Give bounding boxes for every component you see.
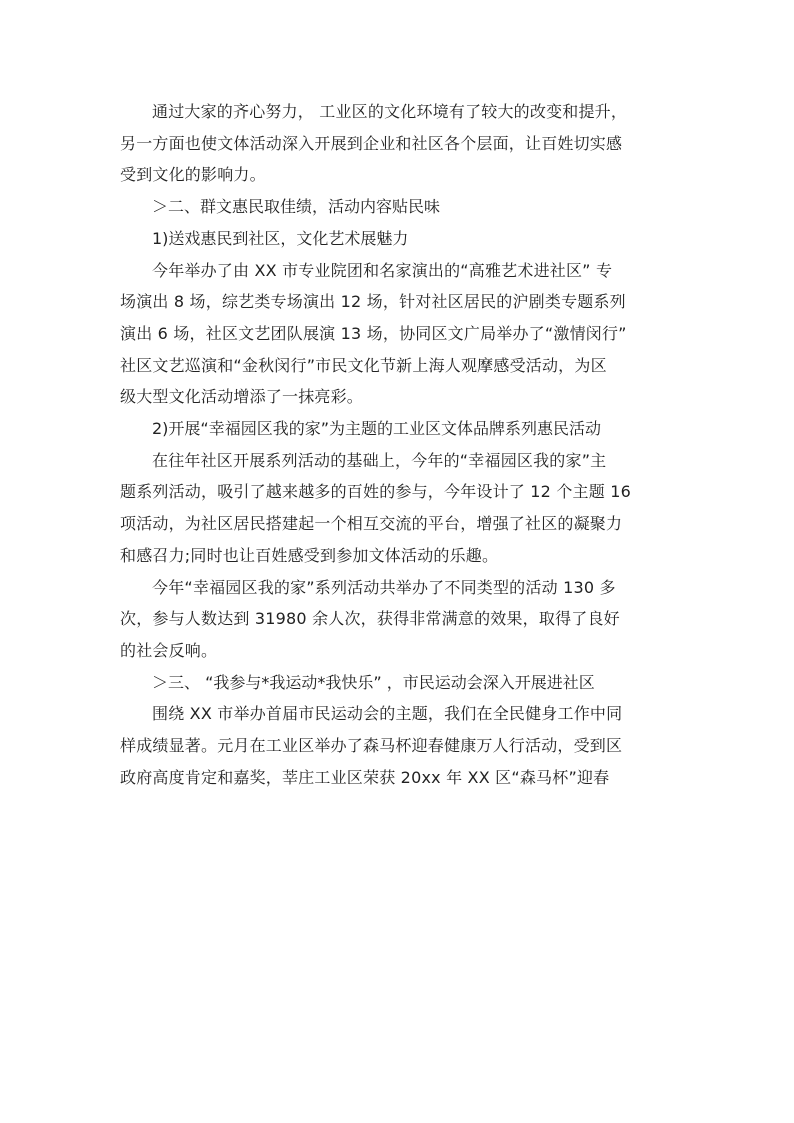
text-line: 演出 6 场，社区文艺团队展演 13 场，协同区文广局举办了“激情闵行” (120, 323, 627, 343)
text-line: 另一方面也使文体活动深入开展到企业和社区各个层面，让百姓切实感 (120, 133, 623, 153)
text-line: 围绕 XX 市举办首届市民运动会的主题，我们在全民健身工作中同 (152, 704, 623, 724)
paragraph-participation (120, 572, 672, 667)
section-heading-3: ＞三、 “我参与*我运动*我快乐” ，市民运动会深入开展进社区 (152, 672, 595, 692)
text-line: 和感召力;同时也让百姓感受到参加文体活动的乐趣。 (120, 545, 499, 565)
text-line: 在往年社区开展系列活动的基础上，今年的“幸福园区我的家”主 (152, 450, 607, 470)
text-line: 的社会反响。 (120, 640, 218, 660)
text-line: 今年举办了由 XX 市专业院团和名家演出的“高雅艺术进社区” 专 (152, 260, 613, 280)
text-line: 受到文化的影响力。 (120, 165, 266, 185)
paragraph-series-activities (120, 445, 672, 572)
text-line: 通过大家的齐心努力， 工业区的文化环境有了较大的改变和提升， (152, 102, 628, 121)
text-line: 场演出 8 场，综艺类专场演出 12 场，针对社区居民的沪剧类专题系列 (120, 292, 626, 312)
text-line: 样成绩显著。元月在工业区举办了森马杯迎春健康万人行活动，受到区 (120, 736, 623, 756)
text-line: 今年“幸福园区我的家”系列活动共举办了不同类型的活动 130 多 (152, 577, 616, 597)
paragraph-intro (120, 96, 672, 191)
text-line: 社区文艺巡演和“金秋闵行”市民文化节新上海人观摩感受活动，为区 (120, 355, 607, 375)
document-page (120, 96, 672, 793)
subheading-2: 2)开展“幸福园区我的家”为主题的工业区文体品牌系列惠民活动 (152, 419, 602, 439)
text-line: 项活动，为社区居民搭建起一个相互交流的平台，增强了社区的凝聚力 (120, 514, 623, 534)
section-heading-2: ＞二、群文惠民取佳绩，活动内容贴民味 (152, 197, 441, 217)
text-line: 政府高度肯定和嘉奖，莘庄工业区荣获 20xx 年 XX 区“森马杯”迎春 (120, 767, 610, 787)
paragraph-performances (120, 255, 672, 414)
subheading-1: 1)送戏惠民到社区，文化艺术展魅力 (152, 228, 409, 248)
text-line: 级大型文化活动增添了一抹亮彩。 (120, 387, 364, 407)
paragraph-sports (120, 698, 672, 793)
text-line: 次，参与人数达到 31980 余人次，获得非常满意的效果，取得了良好 (120, 609, 620, 629)
text-line: 题系列活动，吸引了越来越多的百姓的参与，今年设计了 12 个主题 16 (120, 482, 631, 502)
